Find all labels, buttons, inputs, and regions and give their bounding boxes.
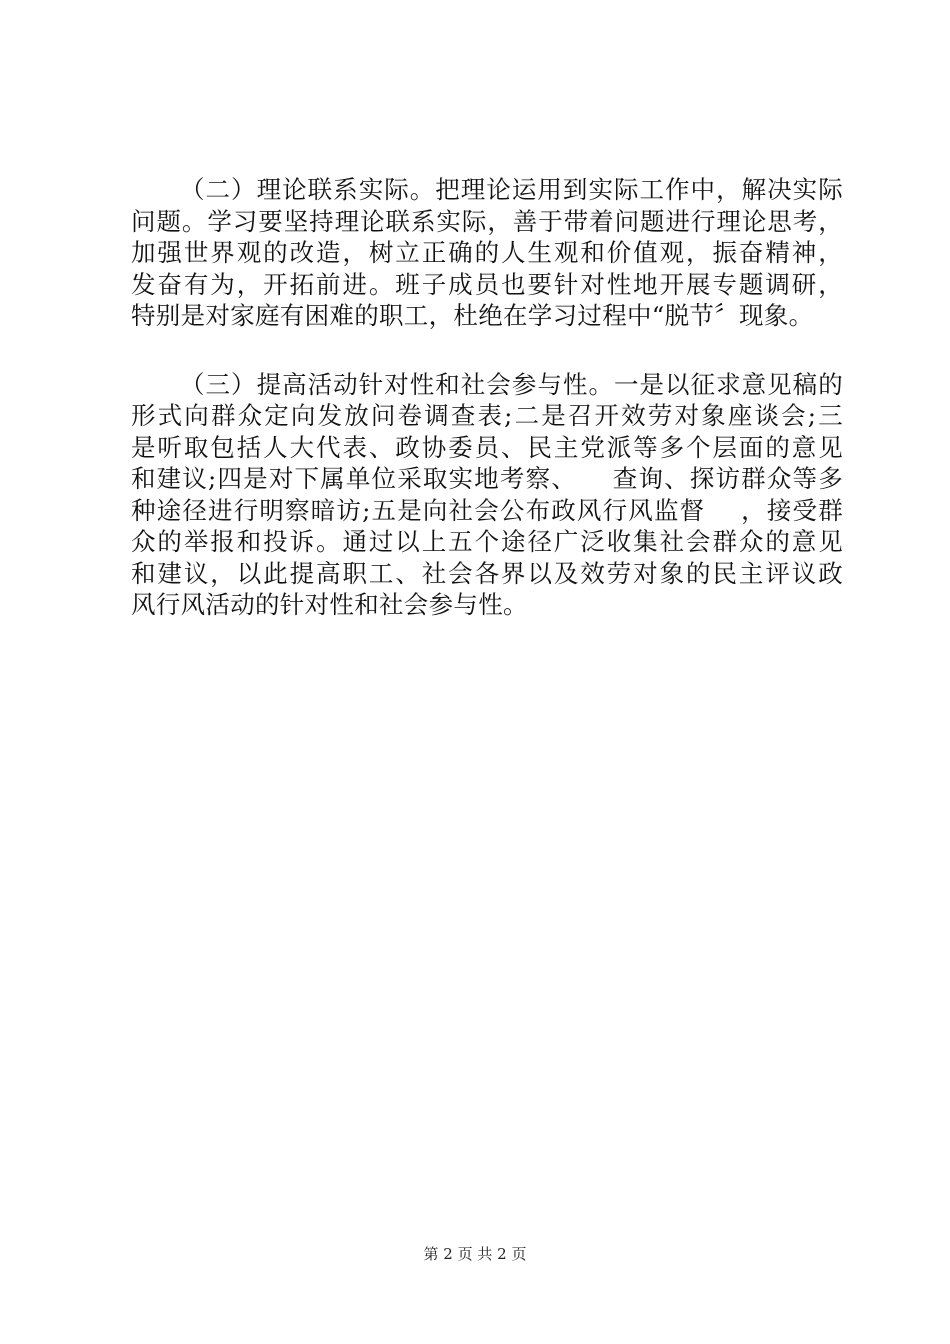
paragraph-line: 加强世界观的改造，树立正确的人生观和价值观，振奋精神， — [131, 238, 843, 267]
paragraph-line: 形式向群众定向发放问卷调查表;二是召开效劳对象座谈会;三 — [131, 401, 843, 430]
paragraph-line: 特别是对家庭有困难的职工，杜绝在学习过程中“脱节〞现象。 — [131, 301, 814, 330]
paragraph-line: 风行风活动的针对性和社会参与性。 — [131, 590, 528, 619]
paragraph-line: 和建议;四是对下属单位采取实地考察、 查询、探访群众等多 — [131, 464, 843, 493]
paragraph-line: （三）提高活动针对性和社会参与性。一是以征求意见稿的 — [180, 369, 843, 399]
paragraph-spacer — [131, 332, 843, 369]
paragraph-line: 是听取包括人大代表、政协委员、民主党派等多个层面的意见 — [131, 432, 843, 462]
paragraph-line: 众的举报和投诉。通过以上五个途径广泛收集社会群众的意见 — [131, 527, 843, 556]
paragraph-line: 问题。学习要坚持理论联系实际，善于带着问题进行理论思考， — [131, 206, 843, 236]
paragraph-line: 发奋有为，开拓前进。班子成员也要针对性地开展专题调研， — [131, 269, 843, 299]
paragraph-line: 种途径进行明察暗访;五是向社会公布政风行风监督 ，接受群 — [131, 495, 843, 525]
paragraph-3 — [131, 369, 843, 621]
paragraph-line: （二）理论联系实际。把理论运用到实际工作中，解决实际 — [180, 175, 843, 204]
paragraph-line: 和建议，以此提高职工、社会各界以及效劳对象的民主评议政 — [131, 558, 843, 588]
paragraph-2 — [131, 174, 843, 332]
page-number-footer: 第 2 页 共 2 页 — [423, 1245, 527, 1263]
document-body — [131, 174, 843, 621]
